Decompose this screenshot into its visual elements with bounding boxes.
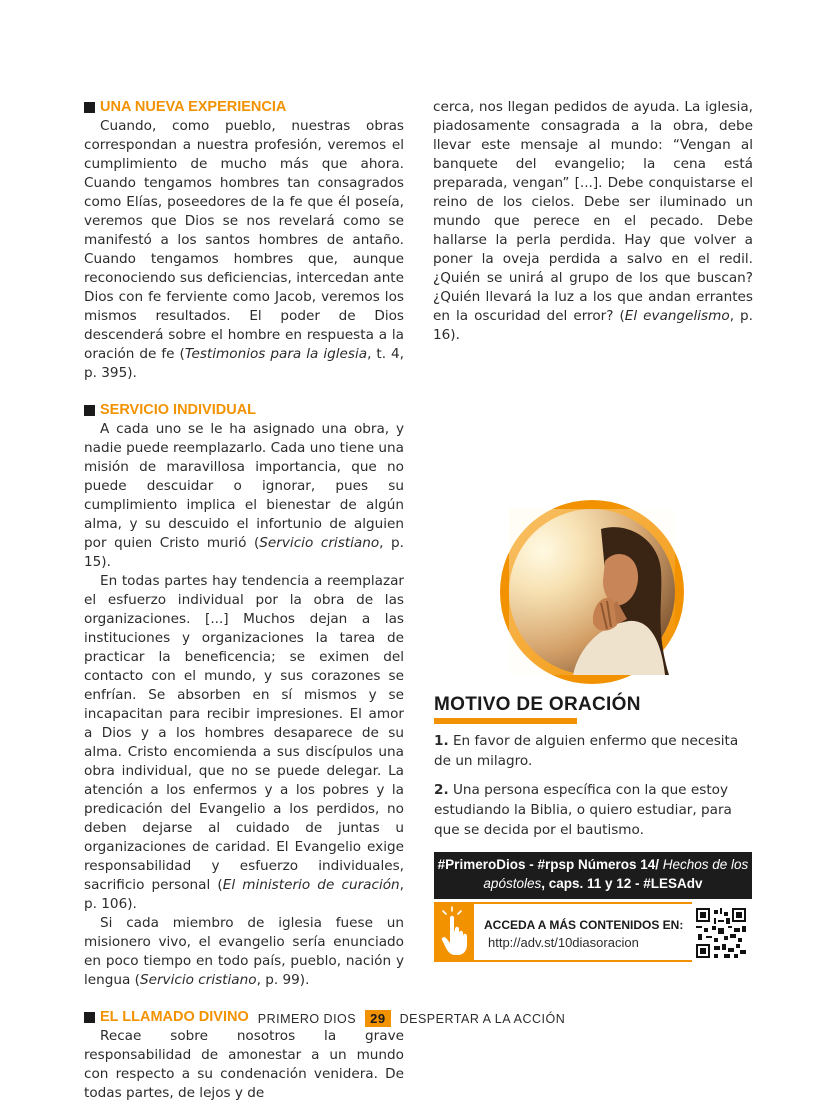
pointer-hand-icon: [434, 902, 474, 962]
paragraph: Cuando, como pueblo, nuestras obras correspondan a nuestra profesión, veremos el cumplimiento de mucho más que ahora. Cuando tengamos hombres tan consagrados como Elías, poseedores de la fe que él poseía, veremos que Dios se nos revelará como se manifestó a los santos hombres de antaño. Cuando tengamos hombres que, aunque reconociendo sus deficiencias, intercedan ante Dios con fe ferviente como Jacob, veremos los mismos resultados. El poder de Dios descenderá sobre el hombre en respuesta a la oración de fe (Testimonios para la iglesia, t. 4, p. 395).: [84, 118, 405, 381]
citation: El ministerio de curación: [222, 877, 400, 893]
section-heading: EL LLAMADO DIVINO: [84, 1008, 404, 1027]
section-heading: UNA NUEVA EXPERIENCIA: [84, 98, 404, 117]
square-bullet-icon: [84, 405, 95, 416]
footer-book-title: PRIMERO DIOS: [257, 1011, 357, 1026]
right-column: [433, 98, 753, 345]
section-heading: SERVICIO INDIVIDUAL: [84, 401, 404, 420]
citation: Testimonios para la iglesia: [184, 346, 368, 362]
paragraph: A cada uno se le ha asignado una obra, y nadie puede reemplazarlo. Cada uno tiene una misión de maravillosa importancia, que no puede descuidar o ignorar, pues su cumplimiento implica el bienestar de algún alma, y su descuido el infortunio de alguien por quien Cristo murió (Servicio cristiano, p. 15).: [84, 421, 404, 570]
access-icon-box: [434, 902, 474, 962]
citation: Servicio cristiano: [139, 972, 257, 988]
list-item: 2. Una persona específica con la que estoy estudiando la Biblia, o quiero estudiar, para que se decida por el bautismo.: [434, 782, 732, 838]
citation: Servicio cristiano: [259, 535, 380, 551]
citation: El evangelismo: [624, 308, 730, 324]
left-column: [84, 98, 404, 1103]
paragraph: Recae sobre nosotros la grave responsabilidad de amonestar a un mundo con respecto a su condenación venidera. De todas partes, de lejos y de: [84, 1028, 404, 1101]
access-url-link[interactable]: http://adv.st/10diasoracion: [488, 935, 639, 950]
footer-section-title: DESPERTAR A LA ACCIÓN: [399, 1011, 566, 1026]
access-label: ACCEDA A MÁS CONTENIDOS EN:: [484, 918, 684, 932]
paragraph: Si cada miembro de iglesia fuese un misionero vivo, el evangelio sería enunciado en poco tiempo en todo país, pueblo, nación y lengua (Servicio cristiano, p. 99).: [84, 915, 404, 988]
prayer-list: [434, 731, 752, 849]
prayer-title-underline: [434, 718, 577, 724]
prayer-title: MOTIVO DE ORACIÓN: [434, 694, 641, 715]
paragraph: cerca, nos llegan pedidos de ayuda. La iglesia, piadosamente consagrada a la obra, debe llevar este mensaje al mundo: “Vengan al banquete del evangelio; la cena está preparada, vengan” [...]. Debe conquistarse el reino de los cielos. Debe ser iluminado un mundo que perece en el pecado. Debe hallarse la perla perdida. Hay que volver a poner la oveja perdida a salvo en el redil. ¿Quién se unirá al grupo de los que buscan? ¿Quién llevará la luz a los que andan errantes en la oscuridad del error? (El evangelismo, p. 16).: [433, 99, 753, 343]
praying-woman-photo: [509, 509, 675, 675]
praying-woman-illustration: [509, 509, 675, 675]
praying-woman-photo-frame: [500, 500, 684, 684]
list-item: 1. En favor de alguien enfermo que necesita de un milagro.: [434, 733, 739, 769]
qr-code-icon[interactable]: [696, 908, 746, 958]
page-footer: [0, 1010, 823, 1027]
page-number: 29: [365, 1010, 390, 1027]
access-banner: [434, 902, 752, 962]
square-bullet-icon: [84, 102, 95, 113]
access-text-box: [474, 902, 692, 962]
paragraph: En todas partes hay tendencia a reemplazar el esfuerzo individual por la obra de las organizaciones. [...] Muchos dejan a las instituciones y organizaciones la tarea de practicar la beneficencia; se eximen del contacto con el mundo, y sus corazones se enfrían. Se absorben en sí mismos y se incapacitan para recibir impresiones. El amor a Dios y a los hombres desaparece de su alma. Cristo encomienda a sus discípulos una obra individual, que no se puede delegar. La atención a los enfermos y a los pobres y la predicación del Evangelio a los perdidos, no deben dejarse al cuidado de juntas u organizaciones de caridad. El Evangelio exige responsabilidad y esfuerzo individuales, sacrificio personal (El ministerio de curación, p. 106).: [84, 573, 404, 912]
hashtag-banner: #PrimeroDios - #rpsp Números 14/ Hechos de los apóstoles, caps. 11 y 12 - #LESAdv: [434, 852, 752, 899]
